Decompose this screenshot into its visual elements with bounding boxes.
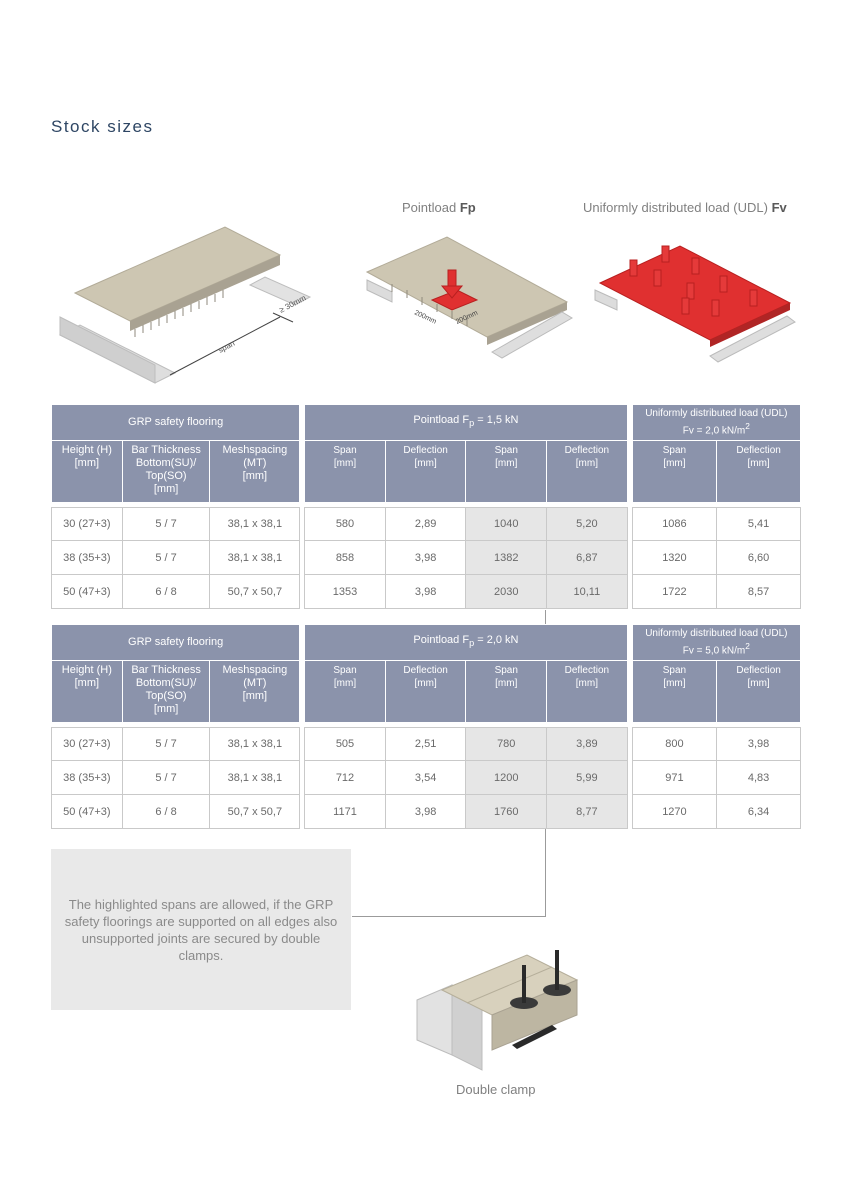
group-header-udl: Uniformly distributed load (UDL) Fv = 5,0 $kN/m^2$	[632, 625, 800, 661]
cell-bar-thickness: 5 / 7	[122, 541, 210, 575]
col-header-deflection: Deflection [mm]	[547, 441, 628, 503]
cell-span: 1320	[632, 541, 717, 575]
col-header-deflection: Deflection [mm]	[547, 661, 628, 723]
cell-span: 971	[632, 761, 717, 795]
cell-meshspacing: 38,1 x 38,1	[210, 728, 300, 761]
cell-span: 505	[305, 728, 386, 761]
col-header-deflection: Deflection [mm]	[385, 661, 466, 723]
col-header-span: Span [mm]	[466, 441, 547, 503]
cell-span: 800	[632, 728, 717, 761]
cell-span: 1353	[305, 575, 386, 609]
col-header-deflection: Deflection [mm]	[385, 441, 466, 503]
cell-deflection: 3,98	[385, 541, 466, 575]
group-header-udl: Uniformly distributed load (UDL) Fv = 2,0 $kN/m^2$	[632, 405, 800, 441]
cell-bar-thickness: 5 / 7	[122, 761, 210, 795]
stock-table-1	[51, 404, 801, 609]
col-header-span: Span [mm]	[466, 661, 547, 723]
cell-height: 50 (47+3)	[52, 575, 123, 609]
cell-height: 38 (35+3)	[52, 541, 123, 575]
col-header-span: Span [mm]	[632, 661, 717, 723]
cell-meshspacing: 50,7 x 50,7	[210, 575, 300, 609]
pointload-illustration	[362, 232, 577, 372]
col-header-span: Span [mm]	[632, 441, 717, 503]
cell-deflection: 2,89	[385, 508, 466, 541]
table-row	[52, 761, 801, 795]
cell-deflection: 5,41	[717, 508, 801, 541]
group-header-grp: GRP safety flooring	[52, 405, 300, 441]
cell-deflection-highlighted: 3,89	[547, 728, 628, 761]
cell-span-highlighted: 780	[466, 728, 547, 761]
double-clamp-caption: Double clamp	[456, 1082, 536, 1097]
col-header-height: Height (H) [mm]	[52, 661, 123, 723]
col-header-deflection: Deflection [mm]	[717, 441, 801, 503]
cell-deflection: 3,98	[385, 795, 466, 829]
cell-span-highlighted: 1040	[466, 508, 547, 541]
col-header-span: Span [mm]	[305, 661, 386, 723]
cell-bar-thickness: 5 / 7	[122, 728, 210, 761]
connector-line	[352, 916, 546, 917]
span-illustration	[55, 225, 325, 385]
cell-height: 30 (27+3)	[52, 508, 123, 541]
cell-meshspacing: 38,1 x 38,1	[210, 761, 300, 795]
table-row	[52, 508, 801, 541]
connector-line	[545, 829, 546, 917]
col-header-span: Span [mm]	[305, 441, 386, 503]
cell-span: 1722	[632, 575, 717, 609]
cell-span-highlighted: 1760	[466, 795, 547, 829]
cell-bar-thickness: 6 / 8	[122, 795, 210, 829]
cell-span: 580	[305, 508, 386, 541]
group-header-pointload: Pointload $F_p = 2,0$ kN	[305, 625, 628, 661]
udl-caption: Uniformly distributed load (UDL) Fv	[583, 200, 787, 215]
cell-height: 30 (27+3)	[52, 728, 123, 761]
udl-illustration	[592, 238, 797, 383]
cell-meshspacing: 50,7 x 50,7	[210, 795, 300, 829]
table-row	[52, 575, 801, 609]
cell-deflection-highlighted: 5,99	[547, 761, 628, 795]
note-box	[51, 849, 351, 1010]
col-header-meshspacing: Meshspacing (MT) [mm]	[210, 441, 300, 503]
double-clamp-illustration	[412, 945, 587, 1075]
min-support-label: ≥ 30mm	[277, 293, 308, 315]
cell-meshspacing: 38,1 x 38,1	[210, 541, 300, 575]
col-header-deflection: Deflection [mm]	[717, 661, 801, 723]
table-row	[52, 795, 801, 829]
cell-span: 858	[305, 541, 386, 575]
cell-meshspacing: 38,1 x 38,1	[210, 508, 300, 541]
col-header-height: Height (H) [mm]	[52, 441, 123, 503]
span-label: span	[216, 338, 237, 355]
pointload-caption: Pointload Fp	[402, 200, 476, 215]
cell-span: 1171	[305, 795, 386, 829]
cell-deflection: 6,60	[717, 541, 801, 575]
cell-deflection: 8,57	[717, 575, 801, 609]
dim-label-2: 200mm	[454, 309, 480, 326]
page-title: Stock sizes	[51, 117, 154, 136]
cell-bar-thickness: 6 / 8	[122, 575, 210, 609]
cell-span: 1086	[632, 508, 717, 541]
cell-deflection: 3,98	[385, 575, 466, 609]
cell-span: 1270	[632, 795, 717, 829]
cell-deflection-highlighted: 10,11	[547, 575, 628, 609]
cell-deflection-highlighted: 6,87	[547, 541, 628, 575]
cell-height: 50 (47+3)	[52, 795, 123, 829]
note-text: The highlighted spans are allowed, if the GRP safety floorings are supported on all edges also unsupported joints are secured by double clamps.	[64, 896, 338, 963]
stock-table-2	[51, 624, 801, 829]
cell-bar-thickness: 5 / 7	[122, 508, 210, 541]
dim-label-1: 200mm	[413, 309, 438, 326]
table-row	[52, 541, 801, 575]
cell-deflection: 6,34	[717, 795, 801, 829]
cell-span-highlighted: 2030	[466, 575, 547, 609]
cell-deflection: 3,98	[717, 728, 801, 761]
cell-deflection: 4,83	[717, 761, 801, 795]
connector-line	[545, 610, 546, 624]
col-header-bar-thickness: Bar Thickness Bottom(SU)/ Top(SO) [mm]	[122, 441, 210, 503]
cell-deflection: 2,51	[385, 728, 466, 761]
cell-span: 712	[305, 761, 386, 795]
cell-deflection-highlighted: 5,20	[547, 508, 628, 541]
col-header-meshspacing: Meshspacing (MT) [mm]	[210, 661, 300, 723]
col-header-bar-thickness: Bar Thickness Bottom(SU)/ Top(SO) [mm]	[122, 661, 210, 723]
group-header-grp: GRP safety flooring	[52, 625, 300, 661]
cell-deflection-highlighted: 8,77	[547, 795, 628, 829]
cell-deflection: 3,54	[385, 761, 466, 795]
group-header-pointload: Pointload $F_p = 1,5$ kN	[305, 405, 628, 441]
table-row	[52, 728, 801, 761]
cell-height: 38 (35+3)	[52, 761, 123, 795]
cell-span-highlighted: 1382	[466, 541, 547, 575]
cell-span-highlighted: 1200	[466, 761, 547, 795]
